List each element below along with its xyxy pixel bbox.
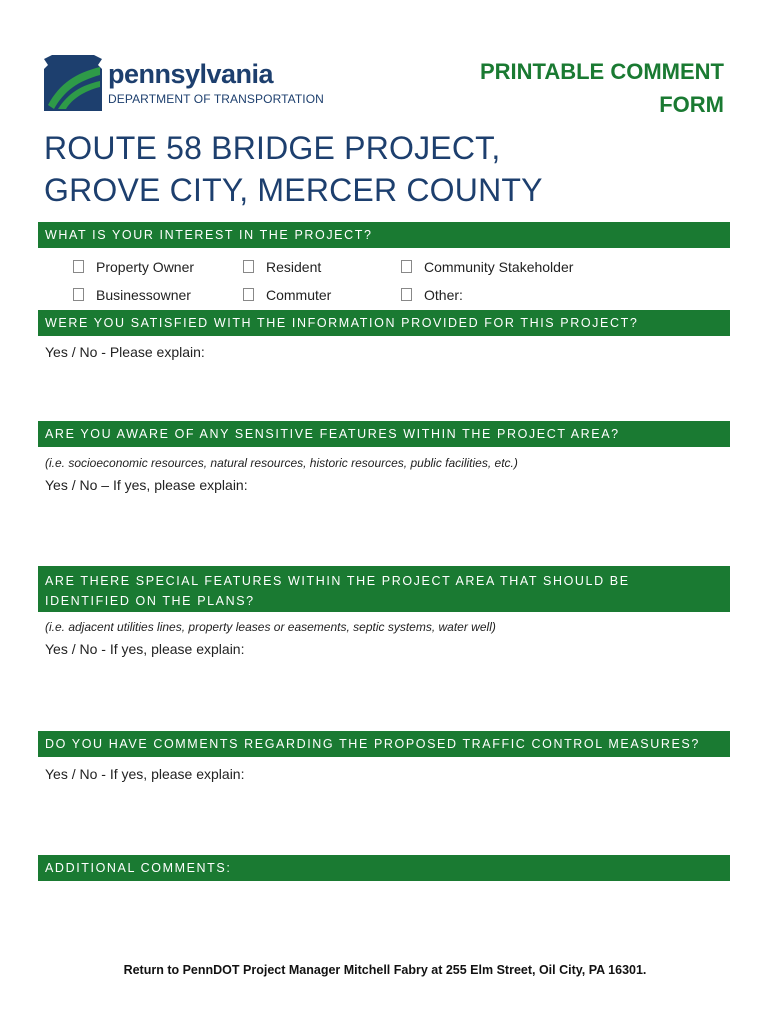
special-heading-line2: IDENTIFIED ON THE PLANS?	[45, 594, 255, 608]
logo-wordmark: pennsylvania	[108, 59, 274, 89]
checkbox-icon[interactable]	[73, 260, 84, 273]
project-title	[44, 127, 543, 211]
section-heading-sensitive: ARE YOU AWARE OF ANY SENSITIVE FEATURES WITHIN THE PROJECT AREA?	[38, 421, 730, 447]
checkbox-icon[interactable]	[243, 260, 254, 273]
option-label: Businessowner	[96, 287, 191, 303]
option-label: Commuter	[266, 287, 332, 303]
penndot-logo	[44, 55, 324, 113]
option-label: Other:	[424, 287, 463, 303]
form-title-line1: PRINTABLE COMMENT	[479, 59, 724, 84]
option-property-owner[interactable]	[73, 259, 194, 275]
option-label: Community Stakeholder	[424, 259, 574, 275]
checkbox-icon[interactable]	[401, 260, 412, 273]
return-address: Return to PennDOT Project Manager Mitchell Fabry at 255 Elm Street, Oil City, PA 16301.	[123, 963, 647, 977]
keystone-logo-icon	[44, 55, 102, 111]
option-community-stakeholder[interactable]	[401, 259, 573, 275]
traffic-prompt: Yes / No - If yes, please explain:	[45, 766, 245, 782]
section-heading-special	[38, 566, 730, 612]
sensitive-prompt: Yes / No – If yes, please explain:	[45, 477, 248, 493]
special-heading-line1: ARE THERE SPECIAL FEATURES WITHIN THE PROJECT AREA THAT SHOULD BE	[45, 574, 630, 588]
special-prompt: Yes / No - If yes, please explain:	[45, 641, 245, 657]
option-other[interactable]	[401, 287, 463, 303]
section-heading-interest: WHAT IS YOUR INTEREST IN THE PROJECT?	[38, 222, 730, 248]
special-hint: (i.e. adjacent utilities lines, property leases or easements, septic systems, water well)	[45, 620, 496, 634]
section-heading-satisfied: WERE YOU SATISFIED WITH THE INFORMATION PROVIDED FOR THIS PROJECT?	[38, 310, 730, 336]
logo-department: DEPARTMENT OF TRANSPORTATION	[108, 92, 324, 106]
satisfied-prompt: Yes / No - Please explain:	[45, 344, 205, 360]
section-heading-traffic: DO YOU HAVE COMMENTS REGARDING THE PROPOSED TRAFFIC CONTROL MEASURES?	[38, 731, 730, 757]
form-title-line2: FORM	[659, 92, 724, 117]
checkbox-icon[interactable]	[243, 288, 254, 301]
option-label: Property Owner	[96, 259, 195, 275]
sensitive-hint: (i.e. socioeconomic resources, natural resources, historic resources, public facilities, etc.)	[45, 456, 518, 470]
form-title	[424, 55, 724, 121]
option-commuter[interactable]	[243, 287, 331, 303]
checkbox-icon[interactable]	[73, 288, 84, 301]
project-title-line2: GROVE CITY, MERCER COUNTY	[44, 172, 543, 208]
project-title-line1: ROUTE 58 BRIDGE PROJECT,	[44, 130, 501, 166]
section-heading-additional: ADDITIONAL COMMENTS:	[38, 855, 730, 881]
checkbox-icon[interactable]	[401, 288, 412, 301]
option-businessowner[interactable]	[73, 287, 191, 303]
option-label: Resident	[266, 259, 322, 275]
option-resident[interactable]	[243, 259, 321, 275]
